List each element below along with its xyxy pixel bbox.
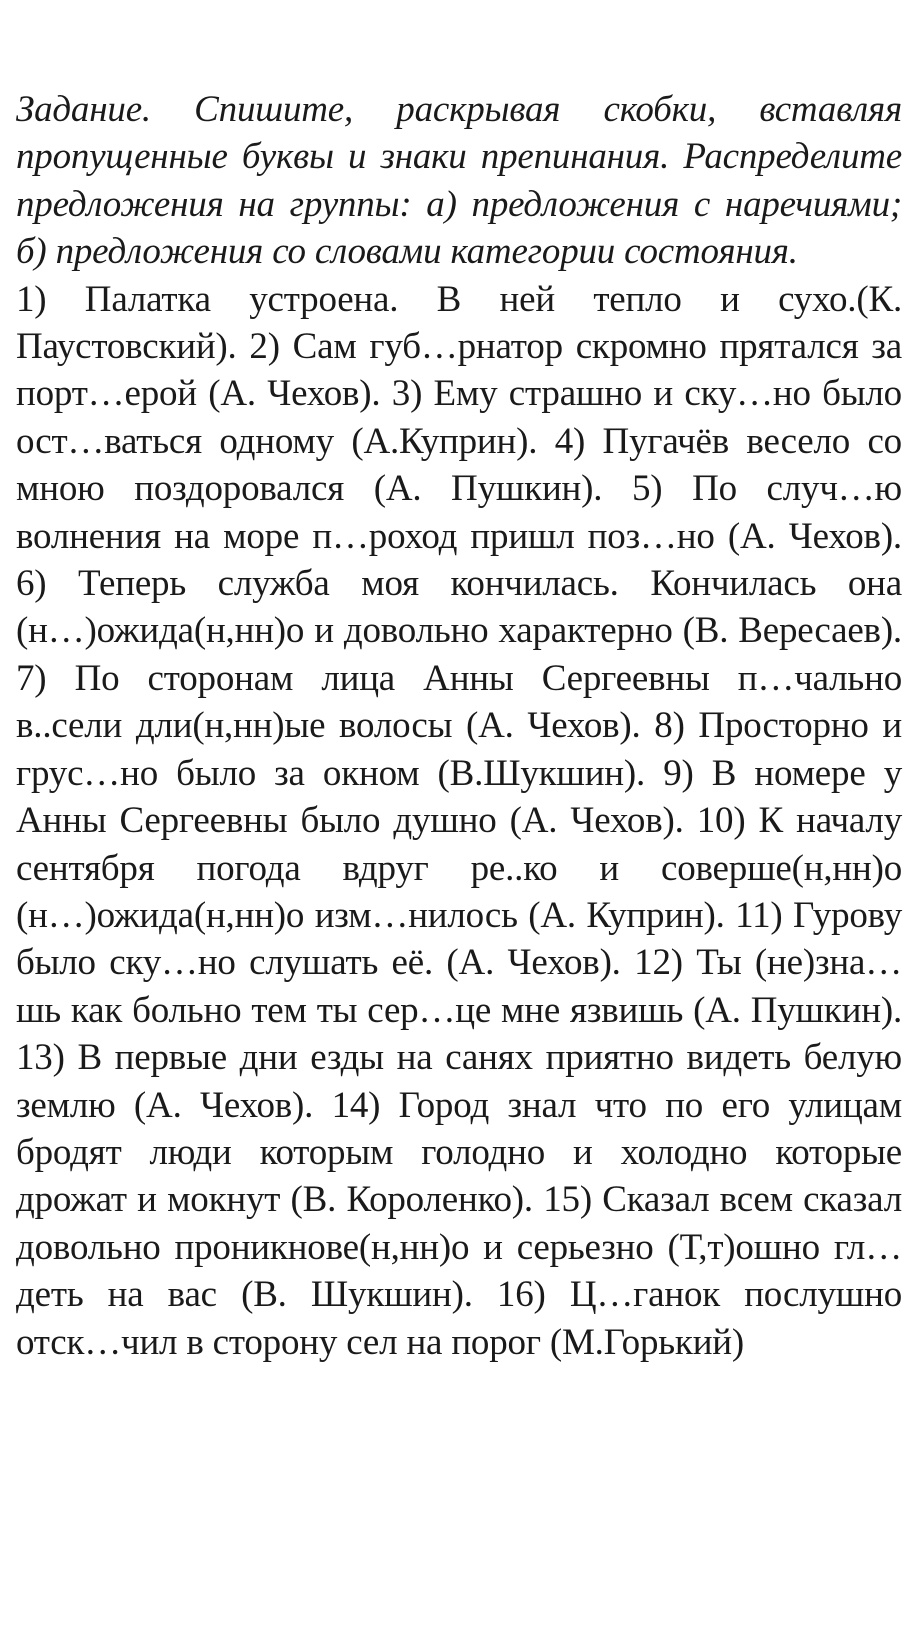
task-instructions: Задание. Спишите, раскрывая скобки, вставляя пропущенные буквы и знаки препинания. Распределите предложения на группы: а) предложения с наречиями; б) предложения со словами категории состояния. — [16, 89, 902, 273]
document-page — [16, 86, 902, 1366]
exercise-sentences: 1) Палатка устроена. В ней тепло и сухо.(К. Паустовский). 2) Сам губ…рнатор скромно прятался за порт…ерой (А. Чехов). 3) Ему страшно и ску…но было ост…ваться одному (А.Куприн). 4) Пугачёв весело со мною поздоровался (А. Пушкин). 5) По случ…ю волнения на море п…роход пришл поз…но (А. Чехов). 6) Теперь служба моя кончилась. Кончилась она (н…)ожида(н,нн)о и довольно характерно (В. Вересаев). 7) По сторонам лица Анны Сергеевны п…чально в..сели дли(н,нн)ые волосы (А. Чехов). 8) Просторно и грус…но было за окном (В.Шукшин). 9) В номере у Анны Сергеевны было душно (А. Чехов). 10) К началу сентября погода вдруг ре..ко и соверше(н,нн)о (н…)ожида(н,нн)о изм…нилось (А. Куприн). 11) Гурову было ску…но слушать её. (А. Чехов). 12) Ты (не)зна…шь как больно тем ты сер…це мне язвишь (А. Пушкин). 13) В первые дни езды на санях приятно видеть белую землю (А. Чехов). 14) Город знал что по его улицам бродят люди которым голодно и холодно которые дрожат и мокнут (В. Короленко). 15) Сказал всем сказал довольно проникнове(н,нн)о и серьезно (Т,т)ошно гл…деть на вас (В. Шукшин). 16) Ц…ганок послушно отск…чил в сторону сел на порог (М.Горький) — [16, 278, 902, 1363]
